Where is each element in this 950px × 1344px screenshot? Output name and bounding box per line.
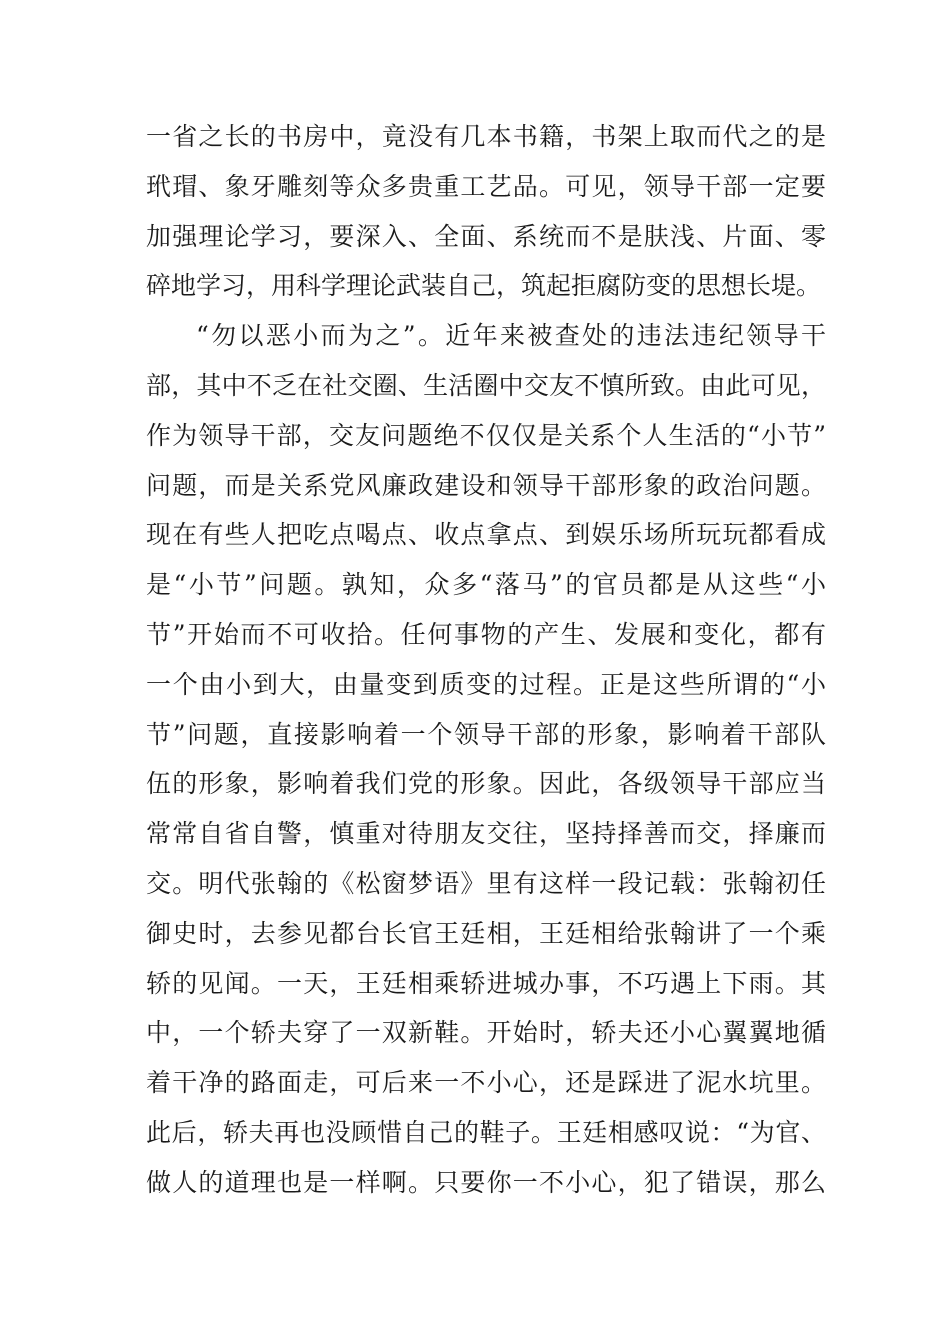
text-line: 伍的形象，影响着我们党的形象。因此，各级领导干部应当: [146, 769, 826, 799]
text-line: 着干净的路面走，可后来一不小心，还是踩进了泥水坑里。: [146, 1068, 826, 1098]
text-line: 交。明代张翰的《松窗梦语》里有这样一段记载：张翰初任: [146, 868, 826, 898]
text-line: 常常自省自警，慎重对待朋友交往，坚持择善而交，择廉而: [146, 819, 826, 849]
text-line: 是“小节”问题。孰知，众多“落马”的官员都是从这些“小: [146, 570, 826, 600]
text-line: 碎地学习，用科学理论武装自己，筑起拒腐防变的思想长堤。: [146, 271, 822, 301]
text-line: 作为领导干部，交友问题绝不仅仅是关系个人生活的“小节”: [146, 420, 826, 450]
text-line: 问题，而是关系党风廉政建设和领导干部形象的政治问题。: [146, 470, 826, 500]
text-line: 此后，轿夫再也没顾惜自己的鞋子。王廷相感叹说：“为官、: [146, 1117, 826, 1147]
text-line: 加强理论学习，要深入、全面、系统而不是肤浅、片面、零: [146, 221, 826, 251]
text-line: 一省之长的书房中，竟没有几本书籍，书架上取而代之的是: [146, 122, 826, 151]
text-line: 轿的见闻。一天，王廷相乘轿进城办事，不巧遇上下雨。其: [146, 968, 826, 998]
text-line: 玳瑁、象牙雕刻等众多贵重工艺品。可见，领导干部一定要: [146, 171, 826, 201]
text-line: 中，一个轿夫穿了一双新鞋。开始时，轿夫还小心翼翼地循: [146, 1018, 826, 1048]
text-line: 御史时，去参见都台长官王廷相，王廷相给张翰讲了一个乘: [146, 918, 826, 948]
text-line: 节”问题，直接影响着一个领导干部的形象，影响着干部队: [146, 719, 826, 749]
paragraph-first-line: “勿以恶小而为之”。近年来被查处的违法违纪领导干: [196, 321, 826, 351]
text-line: 一个由小到大，由量变到质变的过程。正是这些所谓的“小: [146, 669, 826, 699]
text-line: 做人的道理也是一样啊。只要你一不小心，犯了错误，那么: [146, 1167, 826, 1197]
text-line: 节”开始而不可收拾。任何事物的产生、发展和变化，都有: [146, 619, 826, 649]
body-text: [146, 112, 826, 1208]
text-line: 现在有些人把吃点喝点、收点拿点、到娱乐场所玩玩都看成: [146, 520, 826, 550]
text-line: 部，其中不乏在社交圈、生活圈中交友不慎所致。由此可见，: [146, 370, 826, 400]
